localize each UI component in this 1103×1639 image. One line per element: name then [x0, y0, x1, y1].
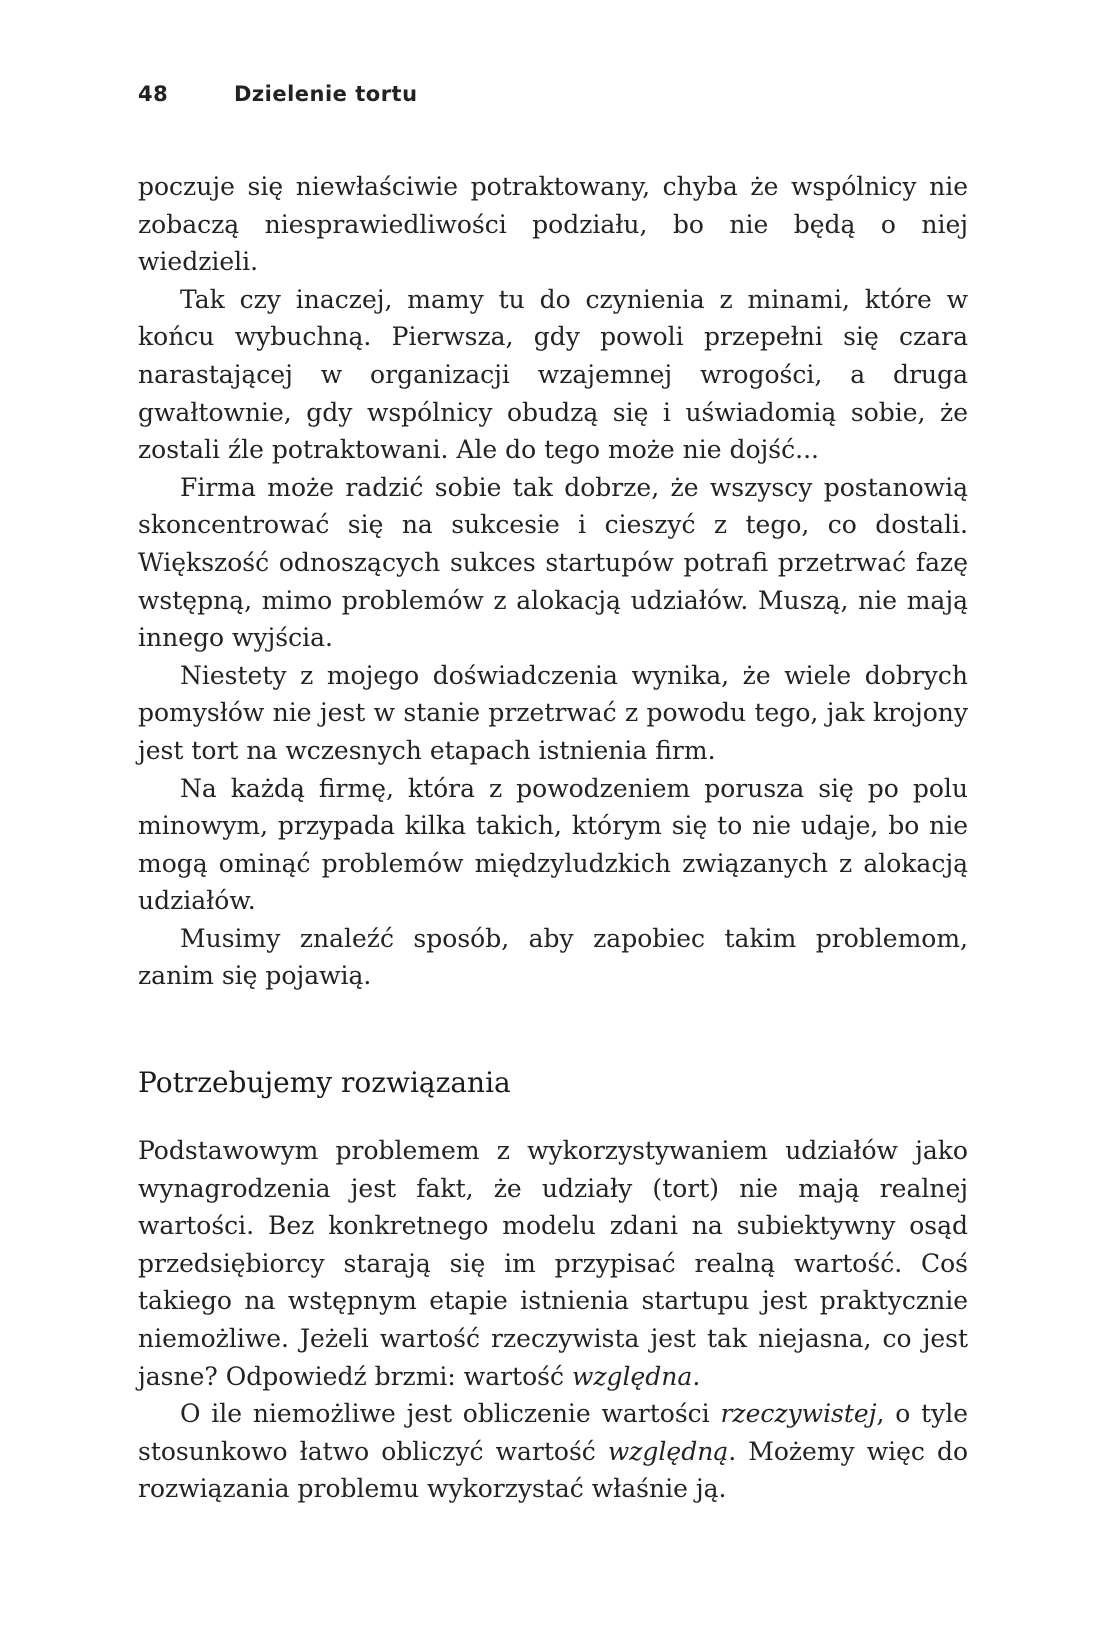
page-number: 48 — [138, 82, 169, 106]
paragraph: Firma może radzić sobie tak dobrze, że wszyscy postanowią skoncentrować się na sukcesie i cieszyć z tego, co dostali. Większość odnoszących sukces startupów potrafi przetrwać fazę wstępną, mimo problemów z alokacją udziałów. Muszą, nie mają innego wyjścia. — [138, 472, 968, 653]
running-title: Dzielenie tortu — [234, 82, 418, 106]
paragraph: poczuje się niewłaściwie potraktowany, chyba że wspólnicy nie zobaczą niesprawiedliwości podziału, bo nie będą o niej wiedzieli. — [138, 172, 968, 277]
paragraph: Musimy znaleźć sposób, aby zapobiec takim problemom, zanim się pojawią. — [138, 923, 968, 991]
text-run: . — [692, 1361, 701, 1391]
text-run: O ile niemożliwe jest obliczenie wartości — [180, 1399, 710, 1429]
paragraph: Na każdą firmę, która z powodzeniem porusza się po polu minowym, przypada kilka takich, którym się to nie udaje, bo nie mogą ominąć problemów międzyludzkich związanych z alokacją udziałów. — [138, 773, 968, 916]
section-paragraph — [138, 1395, 968, 1508]
paragraph: Niestety z mojego doświadczenia wynika, że wiele dobrych pomysłów nie jest w stanie przetrwać z powodu tego, jak krojony jest tort na wczesnych etapach istnienia firm. — [138, 660, 968, 765]
text-run: Podstawowym problemem z wykorzystywaniem udziałów jako wynagrodzenia jest fakt, że udziały (tort) nie mają realnej wartości. Bez konkretnego modelu zdani na subiektywny osąd przedsiębiorcy starają się im przypisać realną wartość. Coś takiego na wstępnym etapie istnienia startupu jest praktycznie niemożliwe. Jeżeli wartość rzeczywista jest tak niejasna, co jest jasne? Odpowiedź brzmi: wartość — [138, 1136, 968, 1391]
text-run: , o tyle stosunkowo łatwo obliczyć wartość — [138, 1399, 968, 1466]
paragraph: Tak czy inaczej, mamy tu do czynienia z minami, które w końcu wybuchną. Pierwsza, gdy powoli przepełni się czara narastającej w organizacji wzajemnej wrogości, a druga gwałtownie, gdy wspólnicy obudzą się i uświadomią sobie, że zostali źle potraktowani. Ale do tego może nie dojść... — [138, 284, 968, 465]
running-head — [138, 82, 418, 106]
body-text — [138, 168, 968, 1508]
text-run: . Możemy więc do rozwiązania problemu wykorzystać właśnie ją. — [138, 1436, 969, 1504]
emphasis: względna — [571, 1361, 693, 1391]
section-heading: Potrzebujemy rozwiązania — [138, 1066, 511, 1100]
emphasis: względną — [607, 1436, 729, 1466]
emphasis: rzeczywistej — [720, 1399, 877, 1429]
section-paragraph — [138, 1132, 968, 1395]
